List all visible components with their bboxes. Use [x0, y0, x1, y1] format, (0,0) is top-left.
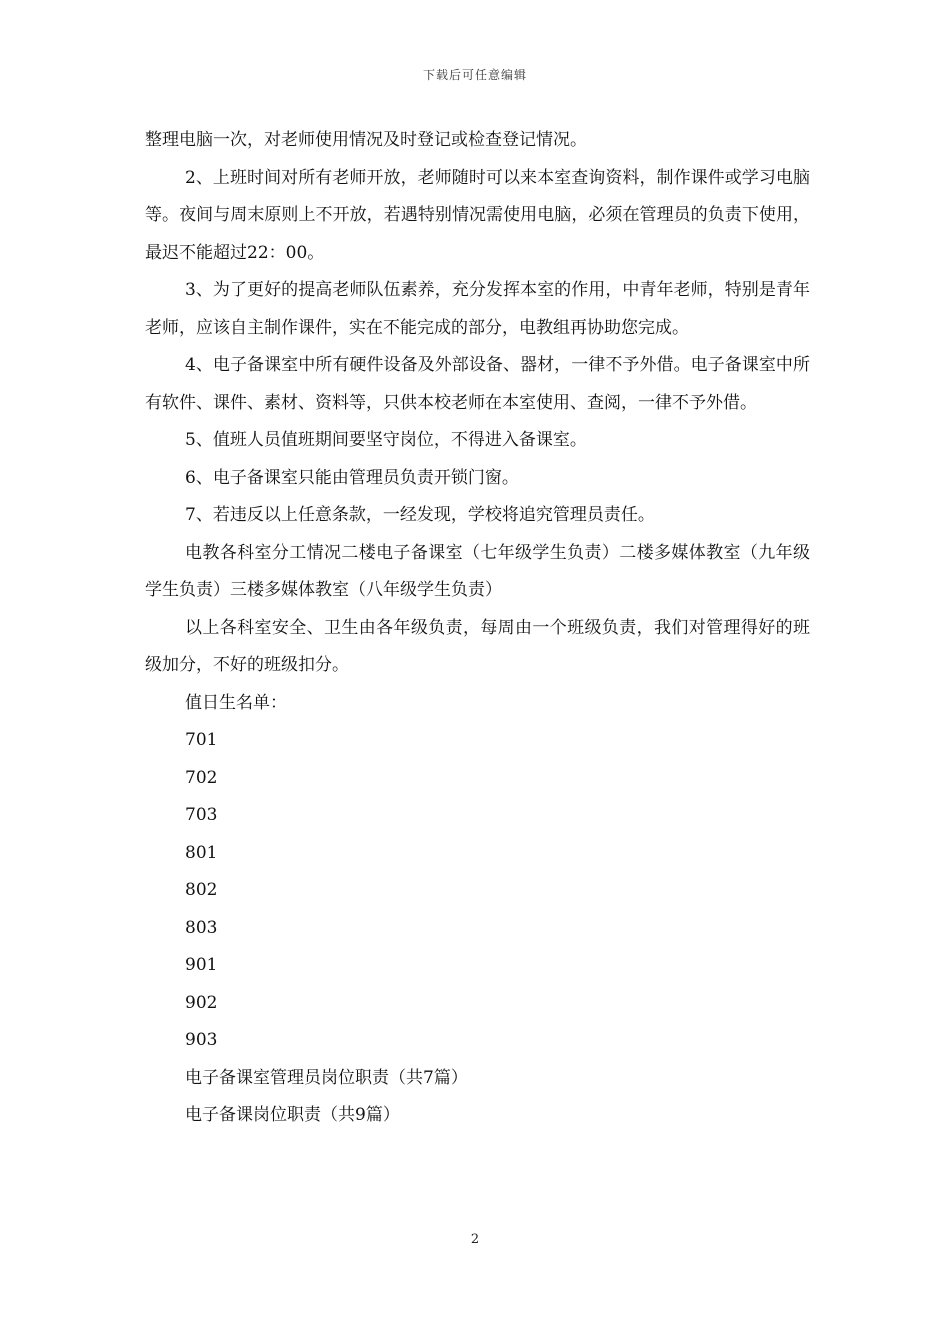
duty-list-item: 903: [185, 1030, 218, 1050]
paragraph-rule-4: 4、电子备课室中所有硬件设备及外部设备、器材，一律不予外借。电子备课室中所有软件、课件、素材、资料等，只供本校老师在本室使用、查阅，一律不予外借。: [145, 355, 810, 413]
duty-list-item: 702: [185, 767, 218, 788]
paragraph-rule-3: 3、为了更好的提高老师队伍素养，充分发挥本室的作用，中青年老师，特别是青年老师，应该自主制作课件，实在不能完成的部分，电教组再协助您完成。: [145, 280, 810, 338]
paragraph-responsibility: 以上各科室安全、卫生由各年级负责，每周由一个班级负责，我们对管理得好的班级加分，不好的班级扣分。: [145, 617, 810, 675]
paragraph-rule-6: 6、电子备课室只能由管理员负责开锁门窗。: [185, 467, 519, 488]
related-title-2: 电子备课岗位职责（共9篇）: [185, 1105, 400, 1125]
paragraph-continuation: 整理电脑一次，对老师使用情况及时登记或检查登记情况。: [145, 130, 587, 150]
paragraph-rule-5: 5、值班人员值班期间要坚守岗位，不得进入备课室。: [185, 430, 587, 450]
duty-list-item: 802: [185, 880, 218, 900]
page-header: 下载后可任意编辑: [422, 68, 527, 82]
related-title-1: 电子备课室管理员岗位职责（共7篇）: [185, 1067, 468, 1088]
paragraph-room-assignment: 电教各科室分工情况二楼电子备课室（七年级学生负责）二楼多媒体教室（九年级学生负责）三楼多媒体教室（八年级学生负责）: [145, 542, 810, 600]
duty-list-item: 902: [185, 992, 218, 1013]
duty-list-item: 901: [185, 955, 218, 975]
duty-list-item: 703: [185, 805, 218, 825]
duty-list-item: 803: [185, 917, 218, 938]
duty-list-heading: 值日生名单：: [185, 692, 287, 713]
page-number: 2: [470, 1232, 480, 1247]
duty-list-item: 801: [185, 842, 218, 863]
document-body: [145, 122, 810, 1135]
duty-list-item: 701: [185, 730, 218, 750]
paragraph-rule-7: 7、若违反以上任意条款，一经发现，学校将追究管理员责任。: [185, 505, 655, 525]
paragraph-rule-2: 2、上班时间对所有老师开放，老师随时可以来本室查询资料，制作课件或学习电脑等。夜间与周末原则上不开放，若遇特别情况需使用电脑，必须在管理员的负责下使用，最迟不能超过22：00。: [145, 167, 810, 263]
